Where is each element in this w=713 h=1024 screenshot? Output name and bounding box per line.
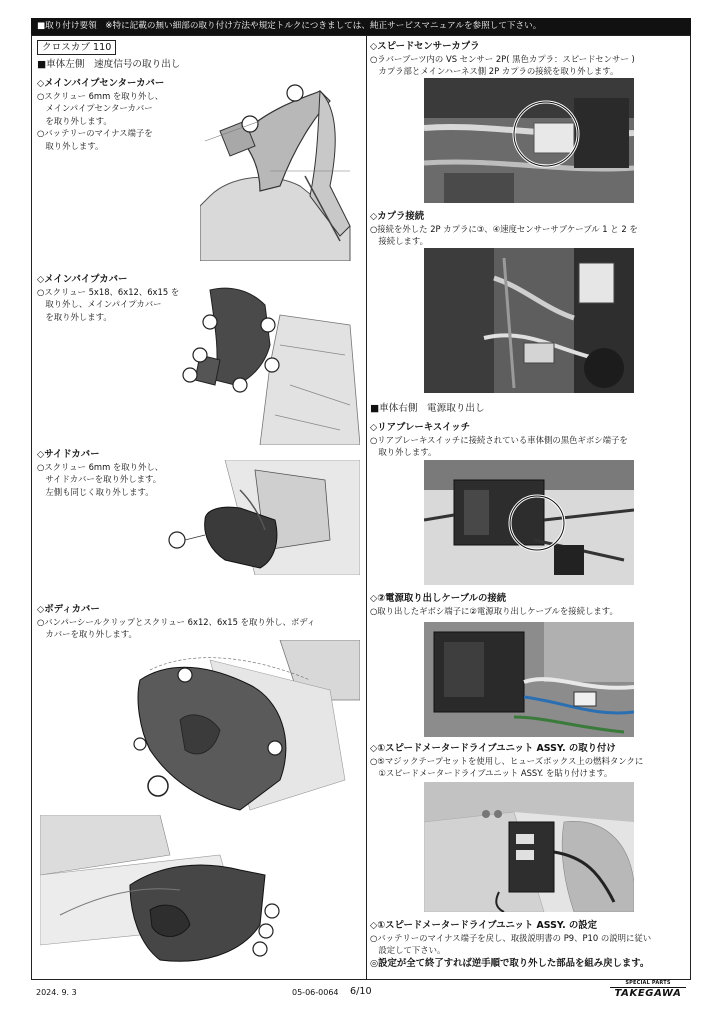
photo-drive-unit-mount [424, 782, 634, 912]
step-line: ○バッテリーのマイナス端子を戻し、取扱説明書の P9、P10 の説明に従い [370, 933, 652, 943]
step-line: ①スピードメータードライブユニット ASSY. を貼り付けます。 [370, 768, 613, 779]
illustration-side-cover [165, 460, 360, 575]
step-drive-unit-setting [370, 919, 651, 970]
photo-speed-sensor-coupler [424, 78, 634, 203]
step-line: カバーを取り外します。 [37, 629, 137, 640]
photo-coupler-connect [424, 248, 634, 393]
step-line: 接続します。 [370, 236, 428, 247]
step-line: ○取り出したギボシ端子に②電源取り出しケーブルを接続します。 [370, 606, 618, 616]
header-bar: ■取り付け要領 ※特に記載の無い細部の取り付け方法や規定トルクにつきましては、純正サービスマニュアルを参照して下さい。 [31, 18, 691, 35]
step-line: ○⑤マジックテープセットを使用し、ヒューズボックス上の燃料タンクに [370, 756, 644, 766]
step-coupler-connect [370, 210, 638, 248]
footer-date: 2024. 9. 3 [36, 988, 77, 997]
illustration-main-pipe-center-cover [200, 76, 360, 261]
step-title: ◇①スピードメータードライブユニット ASSY. の取り付け [370, 743, 616, 754]
step-line: サイドカバーを取り外します。 [37, 474, 162, 485]
step-title: ◇②電源取り出しケーブルの接続 [370, 593, 507, 604]
brand-name: TAKEGAWA [610, 987, 686, 1000]
step-title: ◇スピードセンサーカプラ [370, 41, 480, 52]
step-line: を取り外します。 [37, 115, 112, 126]
step-main-pipe-cover [37, 273, 179, 323]
step-speed-sensor-coupler [370, 40, 635, 78]
step-title: ◇サイドカバー [37, 449, 100, 460]
step-line: 取り外し、メインパイプカバー [37, 299, 162, 310]
step-line: 取り外します。 [37, 140, 104, 151]
step-line: を取り外します。 [37, 311, 112, 322]
step-line: ○ラバーブーツ内の VS センサー 2P( 黒色カプラ：スピードセンサー ) [370, 54, 635, 64]
step-line: 取り外します。 [370, 447, 437, 458]
step-line: 左側も同じく取り外します。 [37, 486, 154, 497]
step-body-cover [37, 603, 315, 641]
column-divider [366, 35, 367, 980]
footer-document-code: 05-06-0064 [292, 988, 339, 997]
step-line: ○リアブレーキスイッチに接続されている車体側の黒色ギボシ端子を [370, 435, 628, 445]
brand-tagline: SPECIAL PARTS [625, 980, 671, 986]
step-title: ◇ボディカバー [37, 604, 100, 615]
step-title: ◇メインパイプセンターカバー [37, 78, 165, 89]
photo-power-cable-connect [424, 622, 634, 737]
step-power-cable-connect [370, 592, 618, 617]
step-line: ○バッテリーのマイナス端子を [37, 128, 153, 139]
step-title: ◇メインパイプカバー [37, 274, 128, 285]
photo-rear-brake-switch [424, 460, 634, 585]
model-name-box: クロスカブ 110 [37, 40, 116, 55]
step-rear-brake-switch [370, 421, 628, 459]
right-section-title: ■車体右側 電源取り出し [370, 403, 485, 414]
step-main-pipe-center-cover [37, 77, 164, 152]
step-line: ○接続を外した 2P カプラに③、④速度センサーサブケーブル 1 と 2 を [370, 224, 638, 234]
step-drive-unit-mount [370, 742, 643, 780]
step-line: カプラ部とメインハーネス側 2P カプラの接続を取り外します。 [370, 66, 619, 77]
step-line: ○スクリュー 6mm を取り外し、 [37, 91, 164, 101]
step-side-cover [37, 448, 163, 498]
step-line: 設定して下さい。 [370, 945, 446, 956]
step-title: ◇カプラ接続 [370, 211, 425, 222]
step-title: ◇リアブレーキスイッチ [370, 422, 471, 433]
left-section-title: ■車体左側 速度信号の取り出し [37, 59, 181, 70]
illustration-body-cover-bottom [40, 815, 280, 975]
footer-page-number: 6/10 [350, 986, 372, 997]
illustration-main-pipe-cover [180, 285, 360, 445]
step-line: ○スクリュー 5x18、6x12、6x15 を [37, 287, 180, 297]
step-line: メインパイプセンターカバー [37, 103, 153, 114]
illustration-body-cover-top [130, 640, 360, 815]
step-title: ◇①スピードメータードライブユニット ASSY. の設定 [370, 920, 598, 931]
step-line: ○スクリュー 6mm を取り外し、 [37, 462, 164, 472]
step-line: ○バンパーシールクリップとスクリュー 6x12、6x15 を取り外し、ボディ [37, 617, 316, 627]
final-note: ◎設定が全て終了すれば逆手順で取り外した部品を組み戻します。 [370, 957, 650, 969]
brand-logo [610, 980, 686, 1004]
